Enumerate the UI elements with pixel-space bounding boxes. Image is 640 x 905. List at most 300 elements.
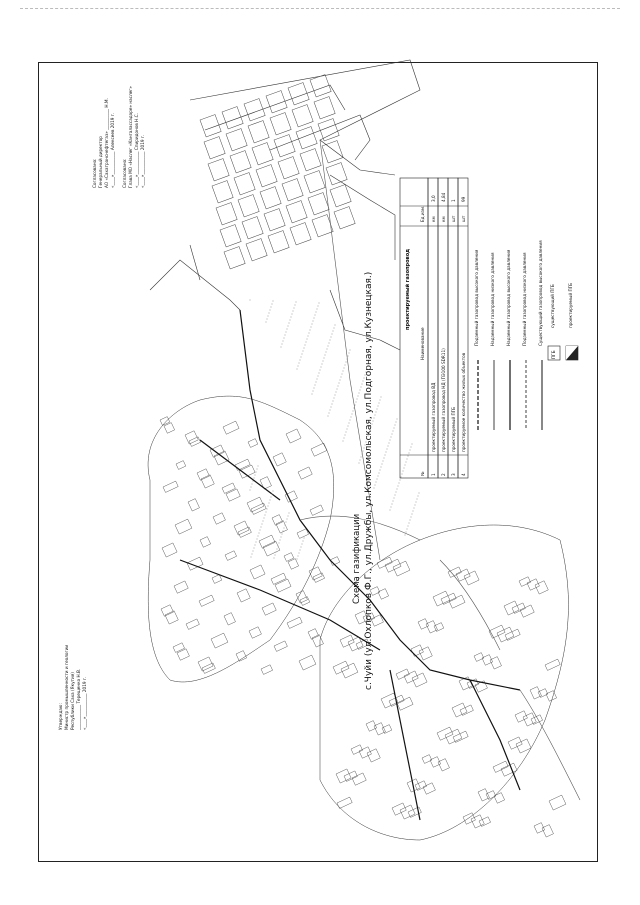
building-outline [367, 749, 380, 762]
vegetation-dot [384, 458, 385, 459]
map-title: Схема газификации [352, 513, 362, 604]
building-outline [340, 635, 354, 647]
vegetation-dot [381, 467, 382, 468]
pgb-existing-label: существующий ПГБ [550, 284, 555, 328]
building-outline [299, 655, 316, 670]
building-outline [490, 657, 501, 669]
building-outline [304, 171, 325, 193]
vegetation-dot [257, 469, 258, 470]
building-outline [382, 725, 392, 734]
pgb-projected-label: проектируемый ПГБ [568, 282, 573, 328]
approval-left-line: Республики Саха (Якутия) [70, 672, 75, 730]
building-outline [418, 619, 429, 630]
vegetation-dot [398, 486, 399, 487]
building-outline [238, 195, 259, 217]
building-outline [161, 605, 173, 616]
vegetation-dot [378, 476, 379, 477]
vegetation-dot [281, 347, 282, 348]
building-outline [177, 649, 189, 660]
building-outline [264, 209, 285, 231]
building-outline [286, 201, 307, 223]
building-outline [270, 113, 291, 135]
vegetation-dot [325, 355, 326, 356]
building-outline [222, 483, 235, 494]
building-outline [351, 745, 363, 755]
vegetation-dot [345, 365, 346, 366]
vegetation-dot [376, 412, 377, 413]
vegetation-dot [362, 384, 363, 385]
gas-table-row-qty: 1 [451, 199, 456, 202]
vegetation-dot [390, 440, 391, 441]
vegetation-dot [337, 389, 338, 390]
building-outline [222, 107, 243, 129]
vegetation-dots [250, 300, 420, 560]
vegetation-dot [410, 520, 411, 521]
building-outline [273, 453, 286, 466]
vegetation-dot [379, 403, 380, 404]
vegetation-dot [355, 405, 356, 406]
approval-right-line: «____»___________ Алексеев 2019 г. [110, 112, 115, 188]
building-outline [337, 797, 352, 808]
vegetation-dot [260, 530, 261, 531]
vegetation-dot [405, 465, 406, 466]
building-outline [272, 515, 283, 526]
building-outline [208, 159, 229, 181]
building-outline [197, 469, 209, 480]
vegetation-dot [380, 470, 381, 471]
vegetation-dot [382, 464, 383, 465]
vegetation-dot [357, 399, 358, 400]
vegetation-dot [332, 334, 333, 335]
legend-item: Подземный газопровод низкого давления [522, 252, 527, 346]
building-outline [268, 231, 289, 253]
vegetation-dot [415, 505, 416, 506]
vegetation-dot [278, 546, 279, 547]
vegetation-dot [347, 359, 348, 360]
vegetation-dot [287, 519, 288, 520]
vegetation-dot [275, 555, 276, 556]
building-outline [419, 647, 432, 660]
vegetation-dot [319, 373, 320, 374]
vegetation-dot [332, 404, 333, 405]
vegetation-dot [293, 311, 294, 312]
building-outline [366, 721, 377, 732]
vegetation-dot [267, 319, 268, 320]
vegetation-dot [285, 335, 286, 336]
vegetation-dot [318, 376, 319, 377]
building-outline [308, 193, 329, 215]
vegetation-dot [312, 394, 313, 395]
building-outline [449, 595, 465, 608]
building-outline [396, 669, 409, 680]
vegetation-dot [383, 461, 384, 462]
building-outline [308, 629, 319, 640]
vegetation-dot [250, 490, 251, 491]
vegetation-dot [282, 344, 283, 345]
vegetation-dot [403, 471, 404, 472]
building-outline [246, 239, 267, 261]
vegetation-dot [361, 457, 362, 458]
building-outline [188, 499, 199, 511]
vegetation-dot [394, 428, 395, 429]
vegetation-dot [259, 533, 260, 534]
vegetation-dot [376, 482, 377, 483]
building-outline [225, 551, 237, 561]
approval-right-line: Генеральный директор [98, 136, 103, 188]
vegetation-dot [360, 390, 361, 391]
building-outline [216, 203, 237, 225]
vegetation-dot [261, 527, 262, 528]
building-outline [341, 663, 358, 678]
vegetation-dot [254, 548, 255, 549]
building-outline [318, 119, 339, 141]
building-outline [210, 445, 224, 457]
building-outline [298, 467, 312, 479]
vegetation-dot [411, 447, 412, 448]
building-outline [333, 661, 349, 674]
vegetation-dot [378, 406, 379, 407]
vegetation-dot [354, 408, 355, 409]
vegetation-dot [328, 416, 329, 417]
approval-right-line: АО «Сахатранснефтегаз» __________ Н.М. [104, 98, 109, 188]
approval-block-right [92, 98, 116, 188]
building-outline [220, 225, 241, 247]
building-outline [486, 791, 496, 800]
building-outline [260, 477, 271, 489]
building-outline [411, 645, 423, 656]
building-outline [287, 617, 302, 628]
building-outline [330, 185, 351, 207]
village-north-blocks [160, 417, 327, 675]
vegetation-dot [302, 544, 303, 545]
vegetation-dot [418, 496, 419, 497]
building-outline [263, 541, 280, 556]
approval-left-line: Министр промышленности и геологии [64, 644, 69, 730]
vegetation-dot [270, 500, 271, 501]
vegetation-dot [313, 391, 314, 392]
vegetation-dot [344, 368, 345, 369]
building-outline [248, 439, 258, 448]
building-outline [489, 625, 505, 638]
vegetation-dot [380, 400, 381, 401]
vegetation-dot [323, 361, 324, 362]
vegetation-dot [251, 557, 252, 558]
vegetation-dot [313, 321, 314, 322]
building-outline [505, 629, 520, 640]
vegetation-dot [346, 362, 347, 363]
vegetation-dot [327, 349, 328, 350]
vegetation-dot [298, 556, 299, 557]
building-outline [282, 179, 303, 201]
building-outline [226, 129, 247, 151]
building-outline [242, 217, 263, 239]
vegetation-dot [314, 318, 315, 319]
vegetation-dot [342, 374, 343, 375]
vegetation-dot [318, 306, 319, 307]
vegetation-dot [274, 558, 275, 559]
gas-table-row-no: 4 [461, 473, 466, 476]
building-outline [535, 581, 548, 594]
vegetation-dot [284, 528, 285, 529]
vegetation-dot [408, 526, 409, 527]
building-outline [374, 723, 385, 735]
vegetation-dot [400, 480, 401, 481]
vegetation-dot [311, 327, 312, 328]
building-outline [478, 789, 489, 801]
vegetation-dot [412, 514, 413, 515]
building-outline [494, 793, 505, 804]
building-outline [226, 489, 240, 501]
building-outline [474, 653, 484, 662]
vegetation-dot [417, 499, 418, 500]
vegetation-dot [405, 535, 406, 536]
vegetation-dot [251, 487, 252, 488]
vegetation-dot [416, 502, 417, 503]
building-outline [527, 579, 539, 590]
vegetation-dot [408, 456, 409, 457]
building-outline [224, 613, 235, 625]
vegetation-dot [340, 380, 341, 381]
gas-table-row-qty: 4,84 [441, 192, 446, 202]
building-outline [278, 157, 299, 179]
vegetation-dot [334, 328, 335, 329]
gas-table-row-unit: шт [461, 215, 466, 222]
building-outline [546, 691, 557, 702]
building-outline [508, 737, 522, 749]
vegetation-dot [291, 317, 292, 318]
vegetation-dot [381, 397, 382, 398]
vegetation-dot [412, 444, 413, 445]
building-outline [423, 783, 435, 794]
vegetation-dot [256, 472, 257, 473]
vegetation-dot [252, 484, 253, 485]
agreement-line: Согласовано: [122, 158, 127, 188]
vegetation-dot [264, 518, 265, 519]
vegetation-dot [356, 402, 357, 403]
vegetation-dot [349, 353, 350, 354]
building-outline [297, 529, 309, 539]
agreement-block-right [122, 86, 146, 188]
vegetation-dot [359, 393, 360, 394]
vegetation-dot [263, 521, 264, 522]
vegetation-dot [389, 443, 390, 444]
gas-table-col-unit: Ед.изм. [420, 205, 425, 222]
vegetation-dot [266, 322, 267, 323]
building-outline [211, 633, 228, 648]
building-outline [311, 443, 327, 456]
vegetation-dot [314, 388, 315, 389]
vegetation-dot [335, 325, 336, 326]
vegetation-dot [393, 431, 394, 432]
vegetation-dot [270, 310, 271, 311]
vegetation-dot [253, 481, 254, 482]
vegetation-dot [413, 511, 414, 512]
vegetation-dot [386, 452, 387, 453]
building-outline [397, 697, 413, 710]
vegetation-dot [300, 550, 301, 551]
vegetation-dot [272, 494, 273, 495]
building-outline [247, 497, 264, 512]
vegetation-dot [333, 401, 334, 402]
building-outline [256, 165, 277, 187]
vegetation-dot [360, 460, 361, 461]
building-outline [163, 481, 178, 492]
legend-item: Существующий газопровод высокого давления [538, 240, 543, 346]
building-outline [534, 823, 545, 834]
vegetation-dot [268, 316, 269, 317]
gas-table-row-name: проектируемый ПГБ [451, 406, 456, 452]
building-outline [422, 755, 432, 764]
legend-item: Надземный газопровод высокого давления [506, 249, 511, 346]
building-outline [479, 817, 491, 827]
building-outline [334, 207, 355, 229]
building-outline [359, 747, 371, 758]
vegetation-dot [394, 498, 395, 499]
gas-table-row-no: 2 [441, 473, 446, 476]
vegetation-dot [375, 415, 376, 416]
building-outline [236, 651, 247, 662]
vegetation-dot [358, 396, 359, 397]
vegetation-dot [324, 358, 325, 359]
vegetation-dot [303, 541, 304, 542]
vegetation-dot [288, 516, 289, 517]
building-outline [501, 763, 517, 776]
vegetation-dot [351, 417, 352, 418]
building-outline [186, 619, 199, 630]
vegetation-dot [256, 542, 257, 543]
building-outline [434, 623, 444, 632]
vegetation-dot [250, 300, 251, 301]
vegetation-dot [292, 314, 293, 315]
building-outline [237, 589, 250, 602]
approval-left-line: «____»___________ 2019 г. [82, 676, 87, 730]
building-outline [460, 705, 473, 716]
building-outline [453, 731, 468, 742]
vegetation-dot [271, 307, 272, 308]
vegetation-dot [410, 450, 411, 451]
vegetation-dot [343, 371, 344, 372]
building-outline [378, 589, 389, 600]
building-outline [199, 595, 214, 606]
vegetation-dot [330, 410, 331, 411]
vegetation-dot [306, 342, 307, 343]
agreement-line: Глава МО «Наслег «Кангалассадаре» наслег» [128, 86, 133, 188]
legend-item: Надземный газопровод низкого давления [490, 252, 495, 346]
building-outline [520, 605, 534, 617]
vegetation-dot [258, 536, 259, 537]
building-outline [538, 689, 548, 698]
vegetation-dot [255, 475, 256, 476]
gas-table-row-name: проектируемое количество жилых объектов [461, 352, 466, 452]
vegetation-dot [297, 369, 298, 370]
vegetation-dot [406, 462, 407, 463]
vegetation-dot [341, 377, 342, 378]
vegetation-dot [348, 356, 349, 357]
vegetation-dot [336, 392, 337, 393]
vegetation-dot [289, 513, 290, 514]
vegetation-dot [299, 553, 300, 554]
vegetation-dot [326, 352, 327, 353]
approval-left-line: Утверждаю: [58, 703, 63, 730]
building-outline [310, 505, 323, 516]
vegetation-dot [391, 437, 392, 438]
building-outline [430, 757, 441, 768]
vegetation-dot [328, 346, 329, 347]
building-outline [214, 451, 229, 465]
vegetation-dot [252, 554, 253, 555]
building-outline [175, 519, 192, 534]
vegetation-dot [305, 345, 306, 346]
vegetation-dot [295, 305, 296, 306]
vegetation-dot [280, 540, 281, 541]
vegetation-dot [414, 508, 415, 509]
vegetation-dot [335, 395, 336, 396]
approval-block-left [58, 645, 88, 730]
building-outline [173, 643, 185, 653]
vegetation-dot [273, 301, 274, 302]
vegetation-dot [279, 543, 280, 544]
vegetation-dot [300, 360, 301, 361]
vegetation-dot [333, 331, 334, 332]
vegetation-dot [419, 493, 420, 494]
vegetation-dot [265, 515, 266, 516]
vegetation-dot [316, 312, 317, 313]
village-north [148, 396, 334, 682]
vegetation-dot [255, 545, 256, 546]
building-outline [224, 247, 245, 269]
vegetation-dot [322, 364, 323, 365]
gas-table-row-name: проектируемый газопровод ВД [431, 382, 436, 452]
gas-pipelines [180, 310, 520, 820]
approval-right-line: Согласовано: [92, 158, 97, 188]
vegetation-dot [307, 339, 308, 340]
vegetation-dot [287, 329, 288, 330]
vegetation-dot [269, 313, 270, 314]
building-outline [438, 759, 449, 771]
building-outline [235, 459, 250, 470]
building-outline [230, 151, 251, 173]
vegetation-dot [343, 441, 344, 442]
vegetation-dot [312, 324, 313, 325]
building-outline [531, 715, 543, 725]
vegetation-dot [283, 341, 284, 342]
vegetation-dot [272, 304, 273, 305]
building-outline [415, 781, 427, 791]
vegetation-dot [409, 453, 410, 454]
building-outline [260, 187, 281, 209]
vegetation-dot [406, 532, 407, 533]
vegetation-dot [253, 551, 254, 552]
vegetation-dot [377, 409, 378, 410]
vegetation-dot [396, 492, 397, 493]
vegetation-dot [296, 302, 297, 303]
building-outline [519, 577, 531, 587]
vegetation-dot [262, 524, 263, 525]
vegetation-dot [302, 354, 303, 355]
vegetation-dot [321, 367, 322, 368]
building-outline [174, 581, 188, 593]
vegetation-dot [353, 411, 354, 412]
building-outline [252, 143, 273, 165]
gas-table-row-unit: шт [451, 215, 456, 222]
vegetation-dot [301, 357, 302, 358]
vegetation-dot [402, 474, 403, 475]
legend-item: Подземный газопровод высокого давления [474, 249, 479, 346]
building-outline [274, 641, 287, 652]
vegetation-dot [362, 454, 363, 455]
vegetation-dot [331, 407, 332, 408]
vegetation-dot [258, 466, 259, 467]
